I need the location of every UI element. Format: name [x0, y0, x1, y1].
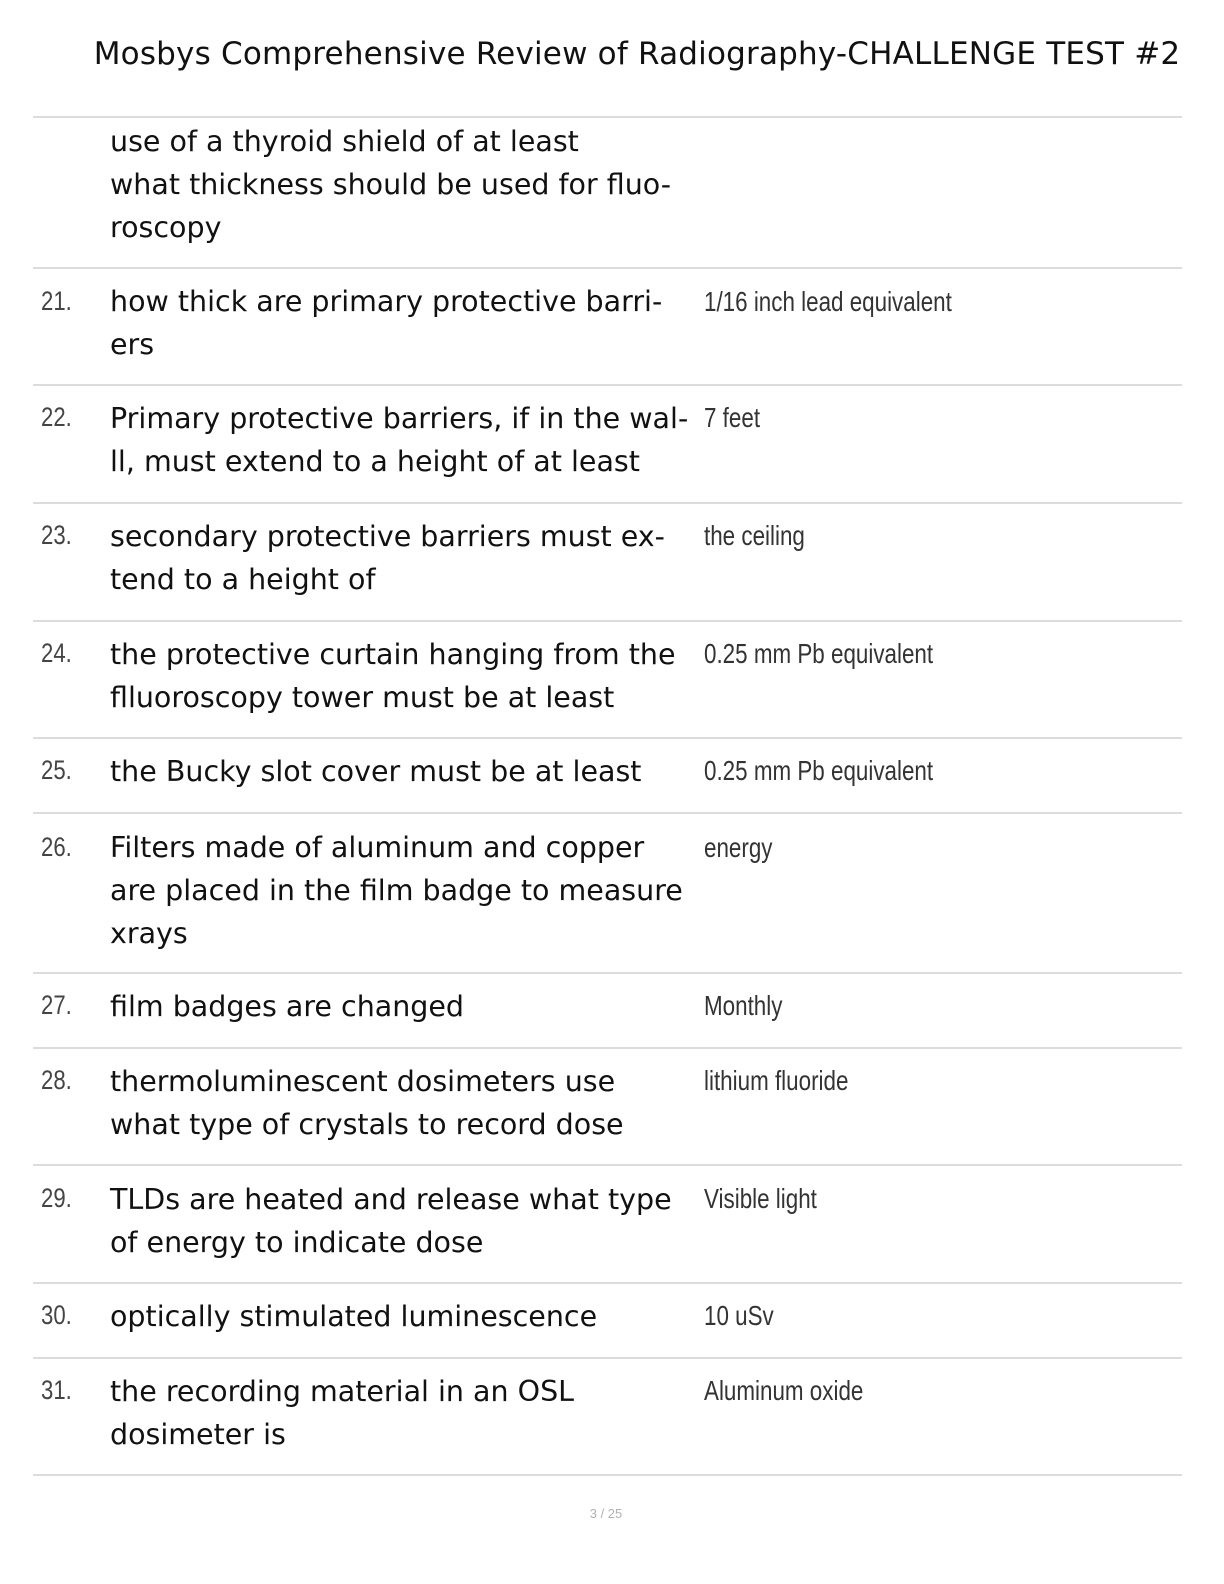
row-number: 21.	[41, 286, 72, 316]
row-number: 23.	[41, 520, 72, 550]
table-row	[33, 504, 1182, 622]
answer-text: Monthly	[704, 990, 783, 1021]
question-text: how thick are primary protective barri- ers	[110, 285, 663, 361]
row-number: 22.	[41, 402, 72, 432]
table-row	[33, 739, 1182, 814]
page-indicator: 3 / 25	[589, 1506, 623, 1521]
table-row	[33, 1166, 1182, 1284]
table-row	[33, 386, 1182, 504]
table-row	[33, 814, 1182, 974]
answer-text: Aluminum oxide	[704, 1375, 864, 1406]
row-number: 28.	[41, 1065, 72, 1095]
answer-text: lithium fluoride	[704, 1065, 849, 1096]
table-row	[33, 1049, 1182, 1166]
page-title: Mosbys Comprehensive Review of Radiography-CHALLENGE TEST #2	[93, 36, 1181, 72]
question-text: secondary protective barriers must ex- tend to a height of	[110, 520, 665, 596]
row-number: 24.	[41, 638, 72, 668]
answer-text: 0.25 mm Pb equivalent	[704, 638, 934, 669]
row-number: 26.	[41, 832, 72, 862]
question-text: optically stimulated luminescence	[110, 1300, 598, 1333]
question-text: the recording material in an OSL dosimeter is	[110, 1375, 575, 1451]
table-row	[33, 974, 1182, 1049]
answer-text: energy	[704, 832, 773, 863]
question-text: Filters made of aluminum and copper are placed in the film badge to measure xrays	[110, 831, 683, 950]
answer-text: 7 feet	[704, 402, 761, 433]
question-text: Primary protective barriers, if in the wal- ll, must extend to a height of at least	[110, 402, 689, 478]
question-text: TLDs are heated and release what type of energy to indicate dose	[110, 1183, 672, 1259]
question-text: the Bucky slot cover must be at least	[110, 755, 642, 788]
table-row	[33, 622, 1182, 739]
row-number: 27.	[41, 990, 72, 1020]
row-number: 29.	[41, 1183, 72, 1213]
answer-text: 10 uSv	[704, 1300, 774, 1331]
answer-text: 1/16 inch lead equivalent	[704, 286, 952, 317]
question-text: the protective curtain hanging from the flluoroscopy tower must be at least	[110, 638, 676, 714]
question-text: film badges are changed	[110, 990, 464, 1023]
table-row	[33, 1284, 1182, 1359]
question-text: thermoluminescent dosimeters use what type of crystals to record dose	[110, 1065, 624, 1141]
table-row	[33, 269, 1182, 386]
row-number: 31.	[41, 1375, 72, 1405]
answer-text: 0.25 mm Pb equivalent	[704, 755, 934, 786]
table-row	[33, 118, 1182, 269]
answer-text: the ceiling	[704, 520, 805, 551]
flashcard-table	[33, 116, 1182, 1476]
question-text: use of a thyroid shield of at least what thickness should be used for fluo- roscopy	[110, 125, 672, 244]
answer-text: Visible light	[704, 1183, 817, 1214]
row-number: 25.	[41, 755, 72, 785]
row-number: 30.	[41, 1300, 72, 1330]
table-row	[33, 1359, 1182, 1476]
